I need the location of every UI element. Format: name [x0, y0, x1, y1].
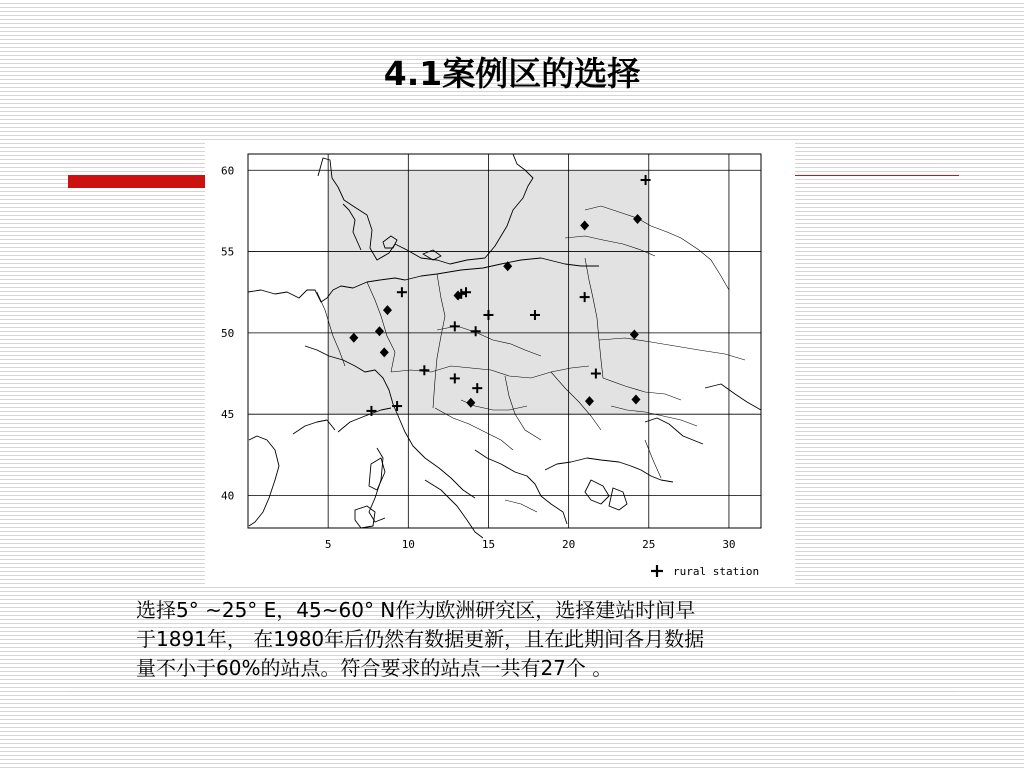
- accent-line: [793, 175, 959, 176]
- x-tick-label: 20: [562, 538, 576, 551]
- accent-bar: [68, 175, 208, 188]
- y-tick-label: 40: [221, 489, 235, 503]
- plus-icon: [651, 565, 663, 577]
- legend: [651, 565, 759, 578]
- legend-label: rural station: [673, 565, 760, 578]
- x-tick-label: 15: [481, 538, 496, 551]
- y-tick-label: 45: [221, 408, 235, 422]
- study-area-map: [205, 140, 795, 585]
- page-title: 4.1案例区的选择: [383, 54, 641, 93]
- x-tick-label: 10: [401, 538, 415, 551]
- y-tick-label: 50: [221, 326, 235, 340]
- footer-divider: [68, 691, 956, 692]
- x-tick-label: 25: [642, 538, 656, 551]
- x-tick-label: 30: [722, 538, 736, 551]
- y-tick-label: 60: [221, 164, 235, 178]
- x-tick-label: 5: [324, 538, 332, 551]
- caption-text: 选择5° ~25° E，45~60° N作为欧洲研究区，选择建站时间早 于1891年， 在1980年后仍然有数据更新，且在此期间各月数据 量不小于60%的站点。符合要求的站点一共有27个 。: [136, 598, 705, 680]
- y-tick-label: 55: [221, 245, 235, 259]
